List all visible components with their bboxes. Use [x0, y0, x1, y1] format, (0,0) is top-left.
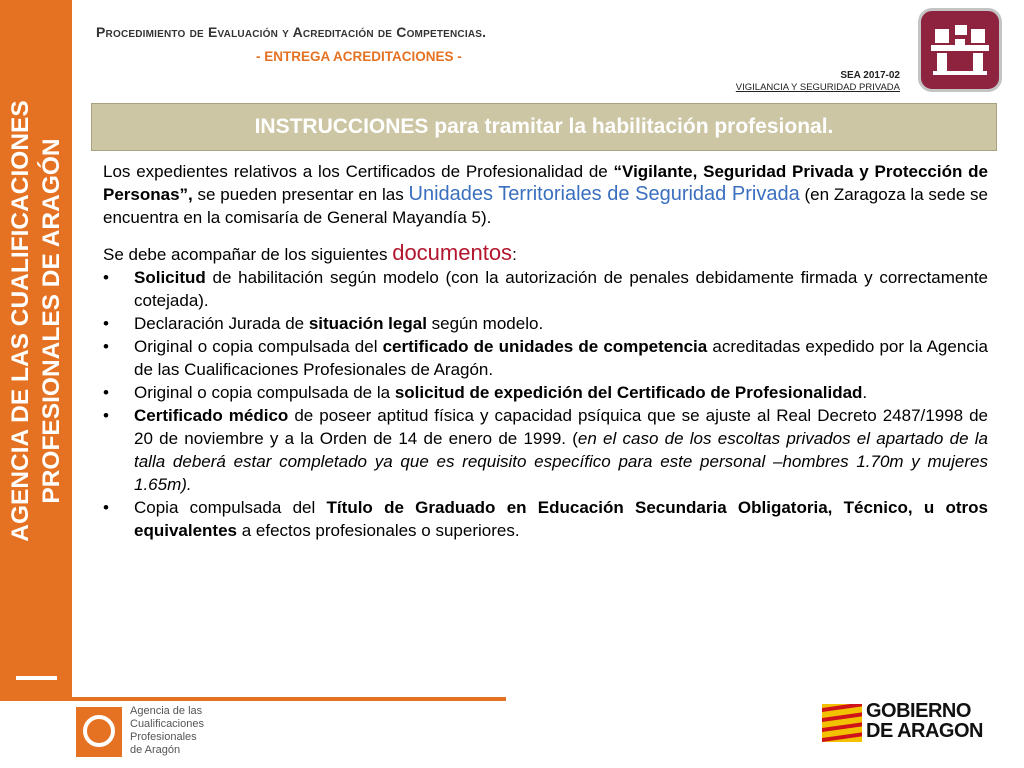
list-item [103, 312, 988, 335]
sidebar-divider [16, 676, 57, 680]
item-text: Original o copia compulsada del [134, 337, 383, 356]
list-item [103, 496, 988, 542]
item-text: acreditadas expedido por la Agencia de las Cualificaciones Profesionales de Aragón. [134, 337, 988, 379]
gob-line-2: DE ARAGON [866, 720, 983, 742]
item-text: Copia compulsada del [134, 498, 327, 517]
bullet: • [103, 406, 109, 425]
government-logo-text [866, 701, 983, 741]
list-item [103, 381, 988, 404]
intro-units-highlight: Unidades Territoriales de Seguridad Privada [408, 183, 800, 205]
agency-logo-gap [92, 722, 104, 740]
gob-line-1: GOBIERNO [866, 700, 971, 722]
main-content [103, 160, 988, 542]
intro-paragraph [103, 160, 988, 229]
list-item [103, 266, 988, 312]
banner-title: INSTRUCCIONES para tramitar la habilitación profesional. [254, 115, 834, 138]
course-code: SEA 2017-02 [840, 70, 900, 81]
item-bold: solicitud de expedición del Certificado de Profesionalidad [394, 383, 863, 402]
page-title: Procedimiento de Evaluación y Acreditación de Competencias. [96, 24, 487, 40]
documents-intro [103, 241, 988, 266]
item-bold: Certificado médico [134, 406, 289, 425]
documents-intro-a: Se debe acompañar de los siguientes [103, 245, 393, 264]
bullet: • [103, 314, 109, 333]
agency-line-1: Agencia de las [130, 705, 203, 717]
sidebar-line-2: PROFESIONALES DE ARAGÓN [38, 138, 65, 504]
item-text: de poseer aptitud física y capacidad psíquica que se ajuste al Real Decreto 2487/1998 de 20 de noviembre y a la Orden de 14 de enero de 1999. ( [134, 406, 988, 448]
agency-line-2: Cualificaciones [130, 718, 204, 730]
documents-intro-c: : [512, 245, 517, 264]
agency-line-3: Profesionales [130, 731, 197, 743]
list-item [103, 404, 988, 496]
instructions-banner [91, 103, 997, 151]
intro-certificate-name: “Vigilante, Seguridad Privada y Protección de Personas”, [103, 162, 989, 204]
bullet: • [103, 337, 109, 356]
bullet: • [103, 268, 109, 287]
item-text: a efectos profesionales o superiores. [237, 521, 520, 540]
bullet: • [103, 498, 109, 517]
footer-divider [0, 697, 506, 701]
item-bold: Título de Graduado en Educación Secundaria Obligatoria, Técnico, u otros equivalentes [134, 498, 988, 540]
intro-text-a: Los expedientes relativos a los Certificados de Profesionalidad de [103, 162, 614, 181]
item-bold: Solicitud [134, 268, 206, 287]
aragon-flag-icon [822, 704, 862, 742]
documents-highlight: documentos [392, 240, 513, 265]
intro-text-c: se pueden presentar en las [192, 185, 409, 204]
people-meeting-icon [918, 8, 1002, 92]
item-bold: situación legal [308, 314, 427, 333]
item-italic: en el caso de los escoltas privados el apartado de la talla deberá estar completado ya que es requisito específico para este personal –hombres 1.70m y mujeres 1.65m). [134, 429, 988, 494]
sidebar [0, 0, 72, 700]
item-text: Declaración Jurada de [134, 314, 309, 333]
page-subtitle: - ENTREGA ACREDITACIONES - [256, 49, 462, 64]
bullet: • [103, 383, 109, 402]
item-text: según modelo. [426, 314, 544, 333]
item-text: . [862, 383, 868, 402]
sidebar-title [0, 3, 72, 639]
agency-line-4: de Aragón [130, 744, 181, 756]
item-bold: certificado de unidades de competencia [382, 337, 708, 356]
agency-name [130, 705, 204, 757]
list-item [103, 335, 988, 381]
item-text: Original o copia compulsada de la [134, 383, 395, 402]
course-description: VIGILANCIA Y SEGURIDAD PRIVADA [735, 82, 900, 93]
agency-logo-icon [76, 707, 122, 757]
intro-text-e: (en Zaragoza la sede se encuentra en la comisaría de General Mayandía 5). [103, 185, 989, 227]
documents-list [103, 266, 988, 542]
sidebar-line-1: AGENCIA DE LAS CUALIFICACIONES [7, 100, 34, 542]
item-text: de habilitación según modelo (con la autorización de penales debidamente firmada y correctamente cotejada). [134, 268, 988, 310]
